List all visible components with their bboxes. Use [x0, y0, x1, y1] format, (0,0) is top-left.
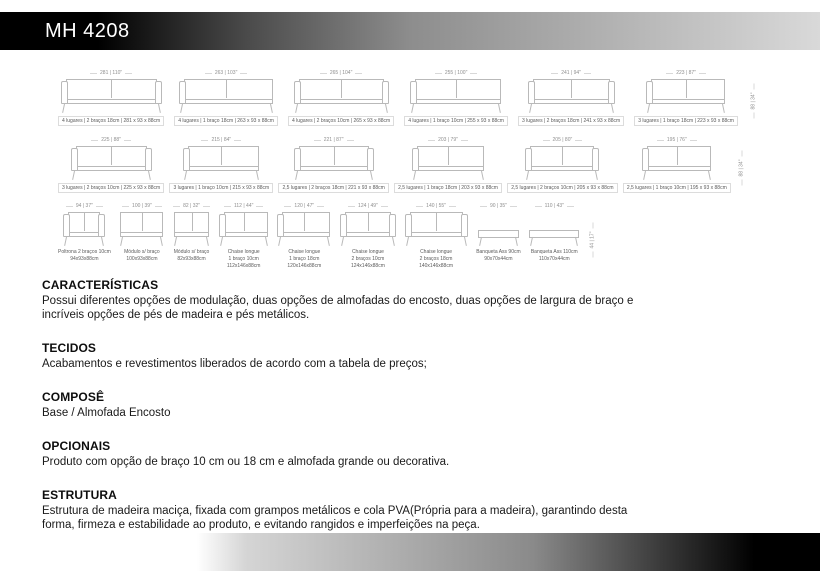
right-leg	[327, 237, 330, 246]
cushion-divider	[341, 80, 342, 98]
section-heading: COMPOSÊ	[42, 390, 105, 404]
seat-front-line	[189, 170, 258, 171]
caption-line: 120x146x88cm	[287, 263, 322, 269]
diagram-item	[58, 137, 164, 193]
armchair-drawing	[63, 212, 105, 246]
diagram-item	[58, 203, 111, 263]
left-arm-outline	[63, 214, 70, 237]
right-leg	[722, 104, 725, 113]
diagram-item	[405, 203, 468, 270]
left-leg	[479, 237, 482, 246]
width-dimension-label: 281 | 110"	[90, 70, 132, 76]
left-arm-outline	[412, 148, 419, 171]
width-dimension-label: 100 | 39"	[122, 203, 162, 209]
width-dimension-label: 110 | 43"	[535, 203, 574, 209]
text-sections	[42, 278, 654, 551]
diagram-item	[288, 70, 394, 126]
section-body: Acabamentos e revestimentos liberados de acordo com a tabela de preços;	[42, 358, 427, 370]
body-outline	[184, 79, 273, 104]
diagram-caption: 2,5 lugares | 1 braço 10cm | 195 x 93 x 88cm	[623, 183, 731, 193]
cushion-divider	[686, 80, 687, 98]
sofa-drawing	[294, 146, 374, 180]
right-leg	[101, 237, 104, 246]
seat-line	[67, 99, 156, 100]
left-leg	[62, 104, 65, 113]
height-dimension-wrap	[588, 231, 598, 248]
sofa-drawing	[61, 79, 162, 113]
seat-line	[346, 232, 390, 233]
caption-line: 140x146x88cm	[419, 263, 454, 269]
sofa-drawing	[183, 146, 260, 180]
diagram-caption	[174, 249, 210, 263]
diagram-item	[119, 203, 164, 263]
seat-line	[121, 232, 162, 233]
left-arm-outline	[277, 214, 284, 237]
body-outline	[417, 146, 484, 171]
cushion-divider	[436, 213, 437, 231]
seat-line	[416, 99, 500, 100]
right-leg	[270, 104, 273, 113]
diagram-caption: 4 lugares | 1 braço 10cm | 255 x 93 x 88cm	[404, 116, 508, 126]
left-arm-outline	[294, 148, 301, 171]
left-leg	[121, 237, 124, 246]
cushion-divider	[368, 213, 369, 231]
diagram-caption	[351, 249, 385, 270]
caption-line: 100x93x88cm	[126, 256, 158, 262]
right-leg	[611, 104, 614, 113]
diagram-row-sofas-3-25-seats	[58, 137, 746, 193]
width-dimension-label: 203 | 79"	[428, 137, 468, 143]
seat-line	[300, 166, 368, 167]
left-leg	[72, 171, 75, 180]
diagram-caption: 2,5 lugares | 1 braço 18cm | 203 x 93 x 88cm	[394, 183, 502, 193]
width-dimension-label: 225 | 88"	[91, 137, 131, 143]
diagram-row-sofas-4-3-seats	[58, 70, 758, 126]
caption-line: Poltrona 2 braços 10cm	[58, 249, 111, 255]
seat-front-line	[531, 170, 593, 171]
caption-line: 90x70x44cm	[484, 256, 513, 262]
right-leg	[481, 171, 484, 180]
right-arm-outline	[98, 214, 105, 237]
cushion-divider	[84, 213, 85, 231]
chaise-drawing	[219, 212, 269, 246]
caption-line: 124x146x88cm	[350, 263, 385, 269]
body-outline	[647, 146, 711, 171]
module-drawing	[173, 212, 210, 246]
diagram-caption: 4 lugares | 1 braço 18cm | 263 x 93 x 88cm	[174, 116, 278, 126]
diagram-caption: 2,5 lugares | 2 braços 18cm | 221 x 93 x 88cm	[278, 183, 388, 193]
height-dimension-wrap	[748, 92, 758, 110]
left-arm-outline	[179, 81, 186, 104]
left-leg	[278, 237, 281, 246]
cushion-divider	[192, 213, 193, 231]
left-leg	[65, 237, 68, 246]
seat-front-line	[67, 103, 156, 104]
diagram-item	[173, 203, 210, 263]
section-caracteristicas	[42, 278, 654, 322]
seat-line	[652, 99, 724, 100]
left-leg	[174, 237, 177, 246]
sofa-drawing	[646, 79, 726, 113]
diagram-caption	[227, 249, 261, 270]
left-arm-outline	[525, 148, 532, 171]
seat-front-line	[652, 103, 724, 104]
right-leg	[158, 104, 161, 113]
diagram-item	[174, 70, 278, 126]
cushion-divider	[304, 213, 305, 231]
right-leg	[256, 171, 259, 180]
caption-line: Módulo s/ braço	[124, 249, 160, 255]
right-leg	[148, 171, 151, 180]
caption-line: 110x70x44cm	[538, 256, 570, 262]
height-dimension-label: 44 | 17"	[590, 222, 596, 257]
caption-line: 2 braços 10cm	[351, 256, 385, 262]
right-leg	[498, 104, 501, 113]
chaise-drawing	[340, 212, 396, 246]
seat-front-line	[416, 103, 500, 104]
cushion-divider	[448, 147, 449, 165]
diagram-item	[340, 203, 396, 270]
bench-seat-outline	[478, 230, 519, 238]
caption-line: Chaise longue	[288, 249, 321, 255]
diagram-caption: 3 lugares | 2 braços 18cm | 241 x 93 x 88cm	[518, 116, 624, 126]
cushion-divider	[244, 213, 245, 231]
bottom-banner	[0, 533, 820, 571]
height-dimension-wrap	[736, 159, 746, 177]
top-banner	[0, 12, 820, 50]
section-heading: ESTRUTURA	[42, 488, 117, 502]
caption-line: 94x93x88cm	[70, 256, 99, 262]
left-arm-outline	[340, 214, 347, 237]
diagram-caption: 3 lugares | 1 braço 18cm | 223 x 93 x 88cm	[634, 116, 738, 126]
width-dimension-label: 263 | 103"	[205, 70, 248, 76]
diagram-item	[529, 203, 579, 263]
diagram-item	[507, 137, 617, 193]
cushion-divider	[562, 147, 563, 165]
caption-line: Módulo s/ braço	[173, 249, 210, 255]
cushion-divider	[111, 80, 112, 98]
seat-line	[185, 99, 272, 100]
sofa-drawing	[528, 79, 615, 113]
caption-line: 2 braços 18cm	[419, 256, 453, 262]
section-body: Base / Almofada Encosto	[42, 407, 171, 419]
left-arm-outline	[61, 81, 68, 104]
diagram-item	[277, 203, 331, 270]
cushion-divider	[677, 147, 678, 165]
sofa-drawing	[71, 146, 152, 180]
right-leg	[385, 104, 388, 113]
diagram-item	[476, 203, 520, 263]
body-outline	[651, 79, 725, 104]
left-leg	[184, 171, 187, 180]
seat-line	[175, 232, 208, 233]
left-leg	[527, 171, 530, 180]
width-dimension-label: 205 | 80"	[543, 137, 583, 143]
body-outline	[224, 212, 268, 237]
bench-drawing	[478, 212, 519, 246]
width-dimension-label: 215 | 84"	[201, 137, 241, 143]
body-outline	[415, 79, 501, 104]
width-dimension-label: 124 | 49"	[348, 203, 388, 209]
bench-drawing	[529, 212, 579, 246]
seat-line	[531, 166, 593, 167]
left-leg	[406, 237, 409, 246]
section-heading: TECIDOS	[42, 341, 97, 355]
diagram-item	[219, 203, 269, 270]
section-tecidos	[42, 341, 654, 371]
left-leg	[529, 104, 532, 113]
left-leg	[413, 171, 416, 180]
seat-line	[648, 166, 710, 167]
right-leg	[370, 171, 373, 180]
right-leg	[575, 237, 578, 246]
width-dimension-label: 82 | 32"	[173, 203, 210, 209]
seat-line	[411, 232, 462, 233]
left-leg	[643, 171, 646, 180]
diagram-caption	[58, 249, 111, 263]
seat-line	[300, 99, 383, 100]
diagram-item	[278, 137, 388, 193]
chaise-drawing	[277, 212, 331, 246]
seat-front-line	[648, 170, 710, 171]
width-dimension-label: 195 | 76"	[657, 137, 697, 143]
width-dimension-label: 140 | 55"	[416, 203, 456, 209]
left-leg	[341, 237, 344, 246]
width-dimension-label: 112 | 44"	[224, 203, 263, 209]
right-leg	[464, 237, 467, 246]
bench-seat-outline	[529, 230, 579, 238]
section-compose	[42, 390, 654, 420]
width-dimension-label: 90 | 35"	[480, 203, 517, 209]
right-arm-outline	[389, 214, 396, 237]
caption-line: Banqueta Ass 110cm	[530, 249, 578, 255]
diagram-item	[518, 70, 624, 126]
right-leg	[206, 237, 209, 246]
seat-line	[534, 99, 609, 100]
diagram-row-modules-chaises-benches	[58, 203, 598, 270]
cushion-divider	[221, 147, 222, 165]
caption-line: 1 braço 18cm	[289, 256, 320, 262]
seat-front-line	[121, 236, 162, 237]
sofa-drawing	[642, 146, 712, 180]
left-leg	[647, 104, 650, 113]
height-dimension-label: 88 | 34"	[750, 84, 756, 119]
caption-line: 112x146x88cm	[226, 263, 261, 269]
section-body: Produto com opção de braço 10 cm ou 18 cm e almofada grande ou decorativa.	[42, 456, 450, 468]
width-dimension-label: 241 | 94"	[551, 70, 591, 76]
cushion-divider	[456, 80, 457, 98]
caption-line: Chaise longue	[227, 249, 260, 255]
diagram-item	[58, 70, 164, 126]
cushion-divider	[142, 213, 143, 231]
seat-front-line	[69, 236, 99, 237]
caption-line: Banqueta Ass 90cm	[476, 249, 521, 255]
right-arm-outline	[155, 81, 162, 104]
right-arm-outline	[382, 81, 389, 104]
diagram-caption	[124, 249, 160, 263]
left-arm-outline	[642, 148, 649, 171]
diagram-item	[169, 137, 273, 193]
diagram-caption	[476, 249, 520, 263]
seat-front-line	[300, 170, 368, 171]
body-outline	[188, 146, 259, 171]
section-body: Possui diferentes opções de modulação, duas opções de almofadas do encosto, duas opções de largura de braço e incríveis opções de pés de madeira e pés metálicos.	[42, 295, 634, 321]
left-arm-outline	[410, 81, 417, 104]
diagram-caption	[287, 249, 321, 270]
left-arm-outline	[219, 214, 226, 237]
right-leg	[265, 237, 268, 246]
diagram-item	[634, 70, 738, 126]
right-arm-outline	[461, 214, 468, 237]
sofa-drawing	[410, 79, 502, 113]
width-dimension-label: 120 | 47"	[284, 203, 324, 209]
sofa-drawing	[294, 79, 389, 113]
diagram-item	[623, 137, 731, 193]
diagram-caption: 3 lugares | 1 braço 10cm | 215 x 93 x 88cm	[169, 183, 273, 193]
right-arm-outline	[592, 148, 599, 171]
left-arm-outline	[528, 81, 535, 104]
sofa-drawing	[525, 146, 599, 180]
left-arm-outline	[294, 81, 301, 104]
left-leg	[295, 104, 298, 113]
width-dimension-label: 223 | 87"	[666, 70, 706, 76]
caption-line: 82x93x88cm	[177, 256, 206, 262]
right-leg	[595, 171, 598, 180]
right-arm-outline	[145, 148, 152, 171]
left-arm-outline	[646, 81, 653, 104]
seat-front-line	[418, 170, 483, 171]
right-arm-outline	[367, 148, 374, 171]
right-leg	[392, 237, 395, 246]
seat-front-line	[77, 170, 146, 171]
sofa-drawing	[179, 79, 274, 113]
body-outline	[282, 212, 330, 237]
left-leg	[220, 237, 223, 246]
seat-front-line	[175, 236, 208, 237]
seat-front-line	[225, 236, 267, 237]
right-leg	[160, 237, 163, 246]
right-leg	[515, 237, 518, 246]
right-leg	[708, 171, 711, 180]
diagram-caption	[419, 249, 453, 270]
seat-front-line	[300, 103, 383, 104]
left-leg	[295, 171, 298, 180]
seat-line	[418, 166, 483, 167]
seat-front-line	[283, 236, 329, 237]
diagram-item	[394, 137, 502, 193]
height-dimension-label: 88 | 34"	[738, 151, 744, 186]
cushion-divider	[334, 147, 335, 165]
caption-line: 1 braço 10cm	[228, 256, 259, 262]
left-arm-outline	[183, 148, 190, 171]
diagram-caption: 3 lugares | 2 braços 10cm | 225 x 93 x 88cm	[58, 183, 164, 193]
section-heading: OPCIONAIS	[42, 439, 111, 453]
product-title: MH 4208	[45, 19, 130, 42]
sofa-drawing	[412, 146, 485, 180]
seat-front-line	[185, 103, 272, 104]
section-body: Estrutura de madeira maciça, fixada com grampos metálicos e cola PVA(Própria para a madeira), garantindo desta forma, firmeza e estabilidade ao produto, e evitando rangidos e imperfeições na peça.	[42, 505, 628, 531]
diagram-caption: 2,5 lugares | 2 braços 10cm | 205 x 93 x 88cm	[507, 183, 617, 193]
section-estrutura	[42, 488, 654, 532]
section-heading: CARACTERÍSTICAS	[42, 278, 159, 292]
width-dimension-label: 94 | 37"	[66, 203, 103, 209]
diagram-caption: 4 lugares | 2 braços 10cm | 265 x 93 x 88cm	[288, 116, 394, 126]
seat-front-line	[411, 236, 462, 237]
seat-line	[283, 232, 329, 233]
width-dimension-label: 255 | 100"	[435, 70, 478, 76]
left-arm-outline	[405, 214, 412, 237]
seat-line	[69, 232, 99, 233]
seat-line	[189, 166, 258, 167]
width-dimension-label: 221 | 87"	[314, 137, 354, 143]
module-drawing	[119, 212, 164, 246]
left-arm-outline	[71, 148, 78, 171]
left-leg	[180, 104, 183, 113]
cushion-divider	[571, 80, 572, 98]
section-opcionais	[42, 439, 654, 469]
left-leg	[530, 237, 533, 246]
cushion-divider	[226, 80, 227, 98]
seat-front-line	[534, 103, 609, 104]
caption-line: Chaise longue	[351, 249, 384, 255]
seat-line	[225, 232, 267, 233]
cushion-divider	[111, 147, 112, 165]
right-arm-outline	[608, 81, 615, 104]
seat-front-line	[346, 236, 390, 237]
width-dimension-label: 265 | 104"	[320, 70, 363, 76]
diagram-item	[404, 70, 508, 126]
seat-line	[77, 166, 146, 167]
caption-line: Chaise longue	[420, 249, 453, 255]
chaise-drawing	[405, 212, 468, 246]
left-leg	[411, 104, 414, 113]
diagram-caption	[531, 249, 578, 263]
diagram-caption: 4 lugares | 2 braços 18cm | 281 x 93 x 88cm	[58, 116, 164, 126]
